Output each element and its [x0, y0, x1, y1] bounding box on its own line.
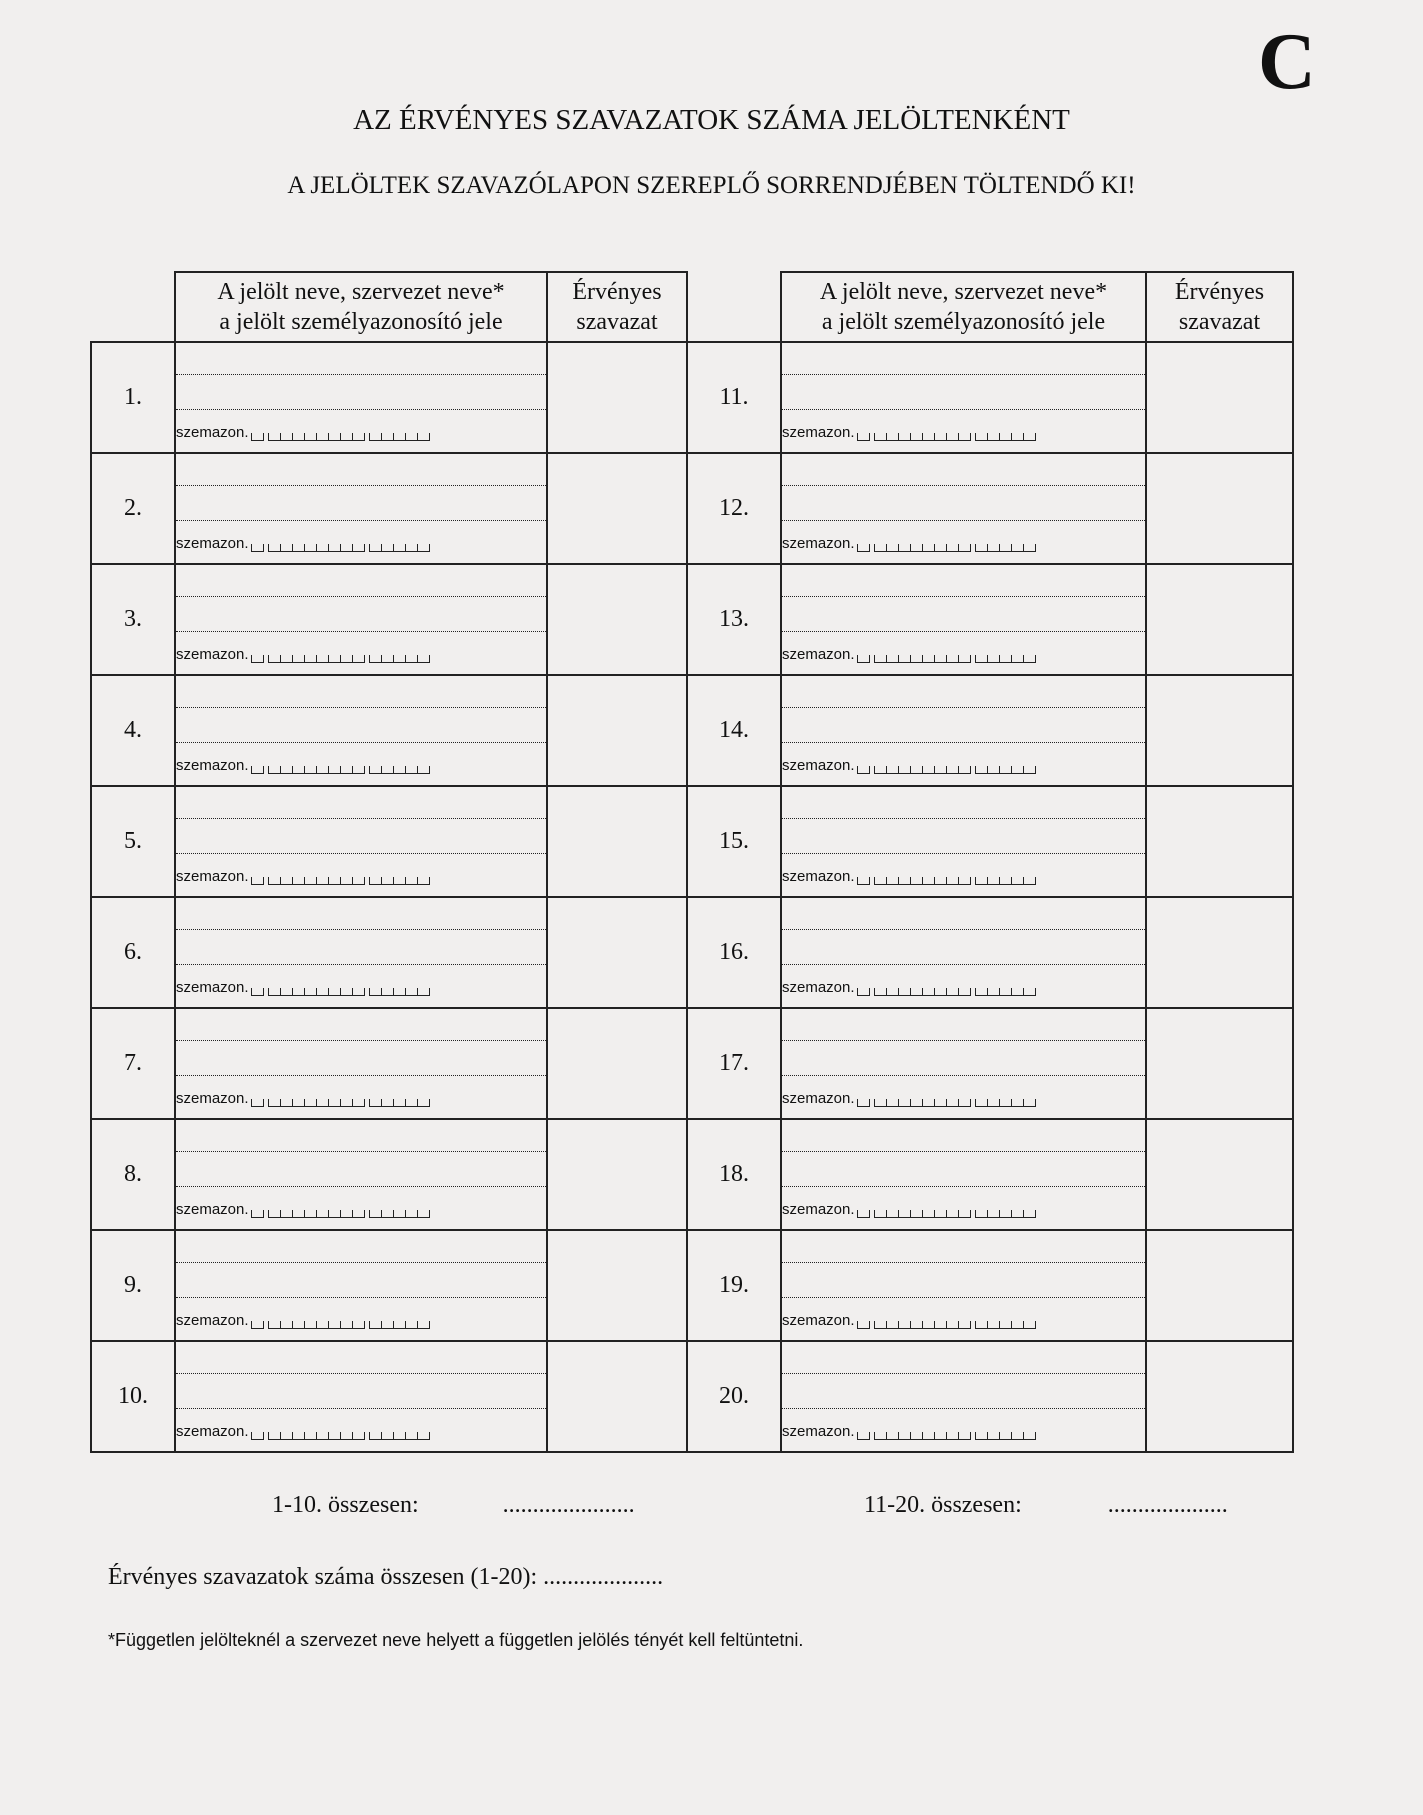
organization-line[interactable]	[782, 722, 1145, 743]
id-label: szemazon.	[782, 1201, 855, 1218]
organization-line[interactable]	[176, 1166, 546, 1187]
valid-votes-cell-right[interactable]	[1146, 1008, 1293, 1119]
row-number-left: 10.	[91, 1341, 175, 1452]
grand-total-line: Érvényes szavazatok száma összesen (1-20): ....................	[108, 1564, 664, 1590]
id-label: szemazon.	[782, 535, 855, 552]
row-number-left: 1.	[91, 342, 175, 453]
form-title: AZ ÉRVÉNYES SZAVAZATOK SZÁMA JELÖLTENKÉNT	[353, 104, 1070, 136]
id-label: szemazon.	[176, 868, 249, 885]
row-number-left: 8.	[91, 1119, 175, 1230]
valid-votes-cell-left[interactable]	[547, 897, 687, 1008]
name-line[interactable]	[782, 1131, 1145, 1152]
candidate-name-cell-left[interactable]	[175, 1008, 547, 1119]
table-row	[91, 453, 1293, 564]
header-votes-column	[547, 272, 687, 342]
organization-line[interactable]	[176, 389, 546, 410]
footnote: *Független jelölteknél a szervezet neve helyett a független jelölés tényét kell feltüntetni.	[108, 1630, 804, 1650]
id-label: szemazon.	[782, 1312, 855, 1329]
header-votes-line1: Érvényes	[572, 279, 662, 305]
organization-line[interactable]	[782, 1166, 1145, 1187]
candidate-name-cell-right[interactable]	[781, 786, 1146, 897]
total-1-10-label: 1-10. összesen:	[272, 1492, 419, 1518]
id-field[interactable]	[176, 424, 546, 441]
valid-votes-cell-left[interactable]	[547, 342, 687, 453]
name-line[interactable]	[782, 909, 1145, 930]
valid-votes-cell-right[interactable]	[1146, 1119, 1293, 1230]
id-boxes[interactable]	[251, 1432, 434, 1440]
candidate-name-cell-left[interactable]	[175, 1119, 547, 1230]
organization-line[interactable]	[176, 722, 546, 743]
candidate-name-cell-right[interactable]	[781, 675, 1146, 786]
id-field[interactable]	[782, 757, 1145, 774]
header-votes-column-right	[1146, 272, 1293, 342]
table-row	[91, 564, 1293, 675]
valid-votes-cell-right[interactable]	[1146, 564, 1293, 675]
candidate-name-cell-left[interactable]	[175, 1230, 547, 1341]
id-field[interactable]	[782, 1312, 1145, 1329]
candidate-name-cell-left[interactable]	[175, 897, 547, 1008]
id-label: szemazon.	[782, 646, 855, 663]
id-field[interactable]	[176, 1312, 546, 1329]
row-number-right: 11.	[687, 342, 781, 453]
id-boxes[interactable]	[251, 433, 434, 441]
table-row	[91, 897, 1293, 1008]
id-field[interactable]	[782, 646, 1145, 663]
id-boxes[interactable]	[857, 1321, 1040, 1329]
valid-votes-cell-left[interactable]	[547, 1230, 687, 1341]
id-boxes[interactable]	[251, 544, 434, 552]
candidate-name-cell-right[interactable]	[781, 453, 1146, 564]
id-label: szemazon.	[176, 1423, 249, 1440]
organization-line[interactable]	[176, 944, 546, 965]
id-label: szemazon.	[782, 868, 855, 885]
valid-votes-cell-left[interactable]	[547, 1119, 687, 1230]
total-1-10-blank[interactable]: ......................	[502, 1492, 635, 1518]
row-number-right: 13.	[687, 564, 781, 675]
name-line[interactable]	[176, 576, 546, 597]
id-label: szemazon.	[782, 1090, 855, 1107]
id-field[interactable]	[782, 1201, 1145, 1218]
table-row	[91, 675, 1293, 786]
id-label: szemazon.	[176, 757, 249, 774]
candidate-name-cell-left[interactable]	[175, 1341, 547, 1452]
id-boxes[interactable]	[857, 1210, 1040, 1218]
id-label: szemazon.	[176, 979, 249, 996]
name-line[interactable]	[782, 576, 1145, 597]
valid-votes-cell-right[interactable]	[1146, 453, 1293, 564]
candidate-name-cell-right[interactable]	[781, 342, 1146, 453]
table-row	[91, 786, 1293, 897]
id-field[interactable]	[176, 979, 546, 996]
valid-votes-cell-left[interactable]	[547, 1341, 687, 1452]
id-field[interactable]	[176, 535, 546, 552]
name-line[interactable]	[176, 909, 546, 930]
candidate-name-cell-left[interactable]	[175, 453, 547, 564]
row-number-left: 2.	[91, 453, 175, 564]
id-boxes[interactable]	[251, 1321, 434, 1329]
form-letter-c: C	[1258, 18, 1316, 106]
id-boxes[interactable]	[251, 877, 434, 885]
row-number-left: 7.	[91, 1008, 175, 1119]
candidate-name-cell-left[interactable]	[175, 564, 547, 675]
candidate-name-cell-right[interactable]	[781, 1341, 1146, 1452]
valid-votes-cell-left[interactable]	[547, 786, 687, 897]
row-number-left: 6.	[91, 897, 175, 1008]
id-label: szemazon.	[176, 535, 249, 552]
valid-votes-cell-left[interactable]	[547, 675, 687, 786]
organization-line[interactable]	[782, 1277, 1145, 1298]
organization-line[interactable]	[782, 1055, 1145, 1076]
valid-votes-cell-right[interactable]	[1146, 897, 1293, 1008]
id-field[interactable]	[176, 757, 546, 774]
valid-votes-cell-left[interactable]	[547, 1008, 687, 1119]
candidate-name-cell-right[interactable]	[781, 1008, 1146, 1119]
total-11-20-label: 11-20. összesen:	[864, 1492, 1022, 1518]
valid-votes-cell-left[interactable]	[547, 564, 687, 675]
row-number-right: 15.	[687, 786, 781, 897]
candidate-name-cell-right[interactable]	[781, 1119, 1146, 1230]
name-line[interactable]	[782, 1020, 1145, 1041]
name-line[interactable]	[176, 1353, 546, 1374]
id-field[interactable]	[782, 979, 1145, 996]
valid-votes-cell-left[interactable]	[547, 453, 687, 564]
organization-line[interactable]	[176, 833, 546, 854]
id-boxes[interactable]	[857, 766, 1040, 774]
id-label: szemazon.	[176, 424, 249, 441]
id-boxes[interactable]	[857, 988, 1040, 996]
candidate-name-cell-right[interactable]	[781, 564, 1146, 675]
valid-votes-cell-right[interactable]	[1146, 1230, 1293, 1341]
row-number-right: 18.	[687, 1119, 781, 1230]
organization-line[interactable]	[782, 833, 1145, 854]
total-11-20-blank[interactable]: ....................	[1107, 1492, 1228, 1518]
candidate-name-cell-left[interactable]	[175, 675, 547, 786]
header-name-line2: a jelölt személyazonosító jele	[219, 309, 503, 335]
name-line[interactable]	[782, 354, 1145, 375]
name-line[interactable]	[176, 1131, 546, 1152]
valid-votes-cell-right[interactable]	[1146, 786, 1293, 897]
name-line[interactable]	[176, 1020, 546, 1041]
id-label: szemazon.	[176, 1312, 249, 1329]
name-line[interactable]	[176, 354, 546, 375]
row-number-left: 4.	[91, 675, 175, 786]
row-number-right: 20.	[687, 1341, 781, 1452]
id-field[interactable]	[782, 1423, 1145, 1440]
id-boxes[interactable]	[857, 433, 1040, 441]
table-row	[91, 1119, 1293, 1230]
header-name-line1: A jelölt neve, szervezet neve*	[217, 279, 505, 305]
candidate-name-cell-left[interactable]	[175, 786, 547, 897]
name-line[interactable]	[176, 1242, 546, 1263]
organization-line[interactable]	[782, 389, 1145, 410]
candidate-name-cell-right[interactable]	[781, 1230, 1146, 1341]
header-votes-line1: Érvényes	[1174, 279, 1265, 305]
name-line[interactable]	[782, 1242, 1145, 1263]
id-field[interactable]	[176, 868, 546, 885]
organization-line[interactable]	[782, 944, 1145, 965]
organization-line[interactable]	[176, 611, 546, 632]
id-field[interactable]	[782, 1090, 1145, 1107]
valid-votes-cell-right[interactable]	[1146, 675, 1293, 786]
row-number-left: 5.	[91, 786, 175, 897]
header-name-column	[175, 272, 547, 342]
id-boxes[interactable]	[251, 988, 434, 996]
header-name-line2: a jelölt személyazonosító jele	[821, 309, 1106, 335]
organization-line[interactable]	[782, 611, 1145, 632]
id-boxes[interactable]	[857, 544, 1040, 552]
id-boxes[interactable]	[251, 766, 434, 774]
name-line[interactable]	[176, 465, 546, 486]
name-line[interactable]	[782, 687, 1145, 708]
total-1-10	[272, 1492, 635, 1519]
header-votes-line2: szavazat	[1178, 309, 1261, 335]
id-label: szemazon.	[176, 1201, 249, 1218]
id-boxes[interactable]	[251, 655, 434, 663]
organization-line[interactable]	[782, 1388, 1145, 1409]
row-number-right: 12.	[687, 453, 781, 564]
organization-line[interactable]	[176, 1388, 546, 1409]
organization-line[interactable]	[176, 1277, 546, 1298]
name-line[interactable]	[176, 798, 546, 819]
table-row	[91, 1341, 1293, 1452]
row-number-right: 14.	[687, 675, 781, 786]
id-field[interactable]	[176, 646, 546, 663]
id-field[interactable]	[176, 1201, 546, 1218]
row-number-left: 3.	[91, 564, 175, 675]
valid-votes-cell-right[interactable]	[1146, 1341, 1293, 1452]
name-line[interactable]	[782, 465, 1145, 486]
form-subtitle: A JELÖLTEK SZAVAZÓLAPON SZEREPLŐ SORRENDJÉBEN TÖLTENDŐ KI!	[287, 172, 1136, 199]
organization-line[interactable]	[176, 500, 546, 521]
id-field[interactable]	[176, 1090, 546, 1107]
id-label: szemazon.	[782, 1423, 855, 1440]
id-boxes[interactable]	[857, 1432, 1040, 1440]
table-row	[91, 342, 1293, 453]
id-boxes[interactable]	[251, 1210, 434, 1218]
id-label: szemazon.	[782, 979, 855, 996]
row-number-right: 19.	[687, 1230, 781, 1341]
id-field[interactable]	[176, 1423, 546, 1440]
row-number-right: 17.	[687, 1008, 781, 1119]
id-label: szemazon.	[782, 424, 855, 441]
id-boxes[interactable]	[857, 877, 1040, 885]
candidates-table	[90, 271, 1294, 1453]
header-votes-line2: szavazat	[576, 309, 658, 335]
row-number-left: 9.	[91, 1230, 175, 1341]
id-field[interactable]	[782, 424, 1145, 441]
name-line[interactable]	[782, 1353, 1145, 1374]
row-number-right: 16.	[687, 897, 781, 1008]
table-row	[91, 1230, 1293, 1341]
table-row	[91, 1008, 1293, 1119]
id-boxes[interactable]	[857, 1099, 1040, 1107]
header-blank-middle	[687, 272, 781, 342]
header-name-line1: A jelölt neve, szervezet neve*	[819, 279, 1108, 305]
id-field[interactable]	[782, 868, 1145, 885]
table-header-row	[91, 272, 1293, 342]
organization-line[interactable]	[782, 500, 1145, 521]
total-11-20	[864, 1492, 1228, 1519]
id-label: szemazon.	[176, 646, 249, 663]
id-boxes[interactable]	[857, 655, 1040, 663]
valid-votes-cell-right[interactable]	[1146, 342, 1293, 453]
name-line[interactable]	[176, 687, 546, 708]
id-label: szemazon.	[176, 1090, 249, 1107]
name-line[interactable]	[782, 798, 1145, 819]
id-boxes[interactable]	[251, 1099, 434, 1107]
organization-line[interactable]	[176, 1055, 546, 1076]
candidate-name-cell-left[interactable]	[175, 342, 547, 453]
id-field[interactable]	[782, 535, 1145, 552]
header-name-column-right	[781, 272, 1146, 342]
header-blank	[91, 272, 175, 342]
id-label: szemazon.	[782, 757, 855, 774]
candidate-name-cell-right[interactable]	[781, 897, 1146, 1008]
